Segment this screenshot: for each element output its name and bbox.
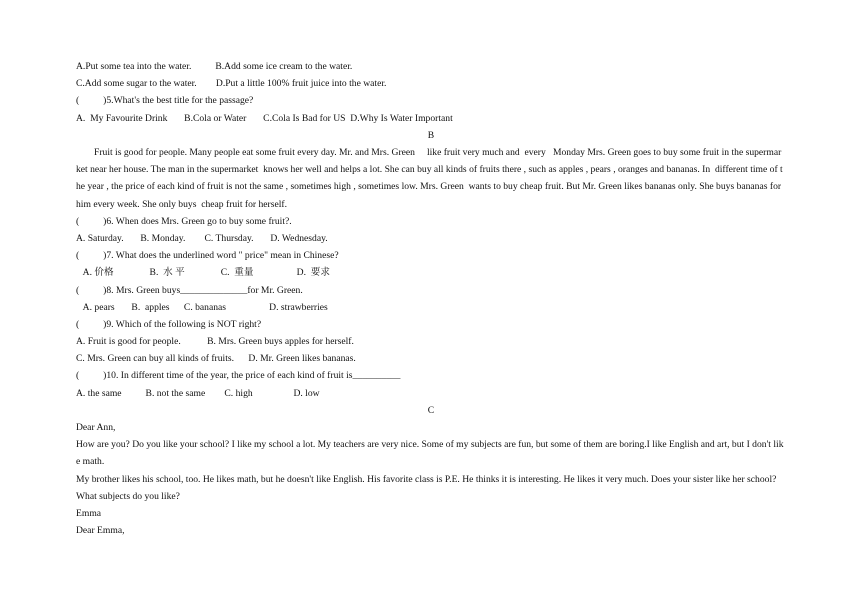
question-8: ( )8. Mrs. Green buys______________for Mr. Green. [76, 284, 303, 296]
question-6: ( )6. When does Mrs. Green go to buy some fruit?. [76, 215, 292, 227]
question-9: ( )9. Which of the following is NOT right? [76, 318, 262, 330]
question-8-options: A. pears B. apples C. bananas D. strawberries [76, 301, 328, 313]
option-line-a-b: A.Put some tea into the water. B.Add some ice cream to the water. [76, 61, 353, 72]
reply-greeting: Dear Emma, [76, 525, 125, 537]
question-7-options: A. 价格 B. 水 平 C. 重量 D. 要求 [76, 267, 330, 279]
option-line-c-d: C.Add some sugar to the water. D.Put a little 100% fruit juice into the water. [76, 78, 387, 90]
question-5-options: A. My Favourite Drink B.Cola or Water C.Cola Is Bad for US D.Why Is Water Important [76, 112, 453, 124]
section-b-heading: B [427, 129, 435, 141]
letter-signature: Emma [76, 508, 102, 520]
letter-greeting: Dear Ann, [76, 422, 116, 434]
section-b-passage: Fruit is good for people. Many people eat some fruit every day. Mr. and Mrs. Green like fruit very much and every Monday Mrs. Green goes to buy some fruit in the supermarket near her house. The man in the supermarket knows her well and helps a lot. She can buy all kinds of fruits there , such as apples , pears , oranges and bananas. In different time of the year , the price of each kind of fruit is not the same , sometimes high , sometimes low. Mrs. Green wants to buy cheap fruit. But Mr. Green likes bananas only. She buys bananas for him every week. She only buys cheap fruit for herself. [76, 146, 784, 210]
document-page [76, 58, 786, 539]
question-6-options: A. Saturday. B. Monday. C. Thursday. D. Wednesday. [76, 232, 328, 244]
letter-paragraph-2: My brother likes his school, too. He likes math, but he doesn't like English. His favorite class is P.E. He thinks it is interesting. He likes it very much. Does your sister like her school? What subjects do you like? [76, 473, 779, 502]
question-5: ( )5.What's the best title for the passage? [76, 95, 254, 107]
question-7: ( )7. What does the underlined word " price" mean in Chinese? [76, 250, 339, 262]
section-c-heading: C [427, 404, 435, 416]
question-9-options-line2: C. Mrs. Green can buy all kinds of fruits. D. Mr. Green likes bananas. [76, 353, 356, 365]
question-10: ( )10. In different time of the year, the price of each kind of fruit is__________ [76, 370, 401, 382]
letter-paragraph-1: How are you? Do you like your school? I like my school a lot. My teachers are very nice. Some of my subjects are fun, but some of them are boring.I like English and art, but I don't like math. [76, 439, 784, 468]
question-10-options: A. the same B. not the same C. high D. low [76, 387, 320, 399]
question-9-options-line1: A. Fruit is good for people. B. Mrs. Green buys apples for herself. [76, 336, 354, 348]
